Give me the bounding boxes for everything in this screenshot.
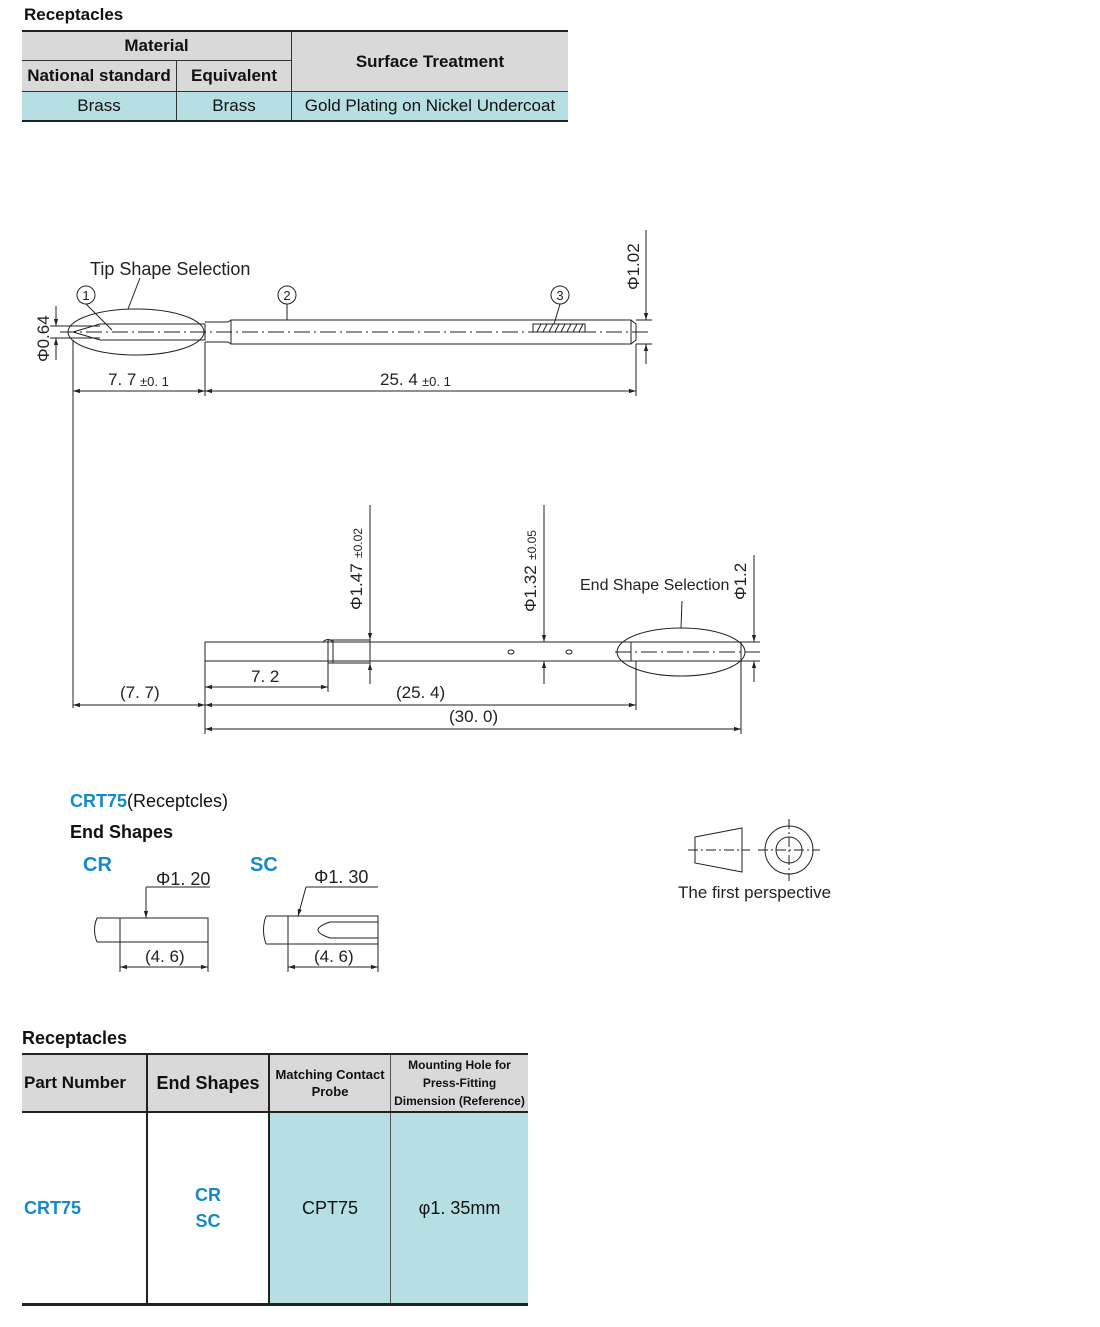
dim-254-ref: (25. 4) [396,683,446,702]
lower-receptacle-body [205,640,741,664]
dim-phi-147-tol: ±0.02 [351,528,365,558]
matching-probe-value: CPT75 [269,1112,391,1305]
surface-treatment-header: Surface Treatment [292,31,569,92]
part-number-value: CRT75 [24,1197,82,1218]
sc-label: SC [250,854,278,876]
equivalent-header: Equivalent [177,61,292,92]
mounting-hole-header-line2: Press-Fitting [422,1076,497,1090]
callout-2: 2 [283,288,291,303]
end-shape-cr: CR [195,1185,221,1205]
receptacles-table [22,1053,528,1306]
sc-dim: Φ1. 30 [314,867,369,887]
mounting-hole-header [391,1054,529,1112]
cr-len: (4. 6) [145,947,185,966]
matching-probe-header-line1: Matching Contact [275,1067,385,1082]
end-shapes-title: End Shapes [70,822,174,842]
mounting-hole-header-line1: Mounting Hole for [408,1058,511,1072]
national-standard-header: National standard [22,61,177,92]
dim-77: 7. 7 [108,370,137,389]
dim-254: 25. 4 [380,370,418,389]
equivalent-value: Brass [177,92,292,122]
dim-phi-147: Φ1.47 [347,563,366,610]
perspective-label: The first perspective [678,883,832,902]
dim-phi-102: Φ1.02 [624,243,643,290]
tip-shape-label: Tip Shape Selection [90,259,251,279]
dim-300-ref: (30. 0) [449,707,499,726]
cr-dim: Φ1. 20 [156,869,211,889]
part-name: CRT75 [70,791,128,811]
dim-phi-064: Φ0.64 [34,315,53,362]
mounting-hole-value: φ1. 35mm [391,1112,529,1305]
end-shapes-header: End Shapes [147,1054,269,1112]
receptacles-table-title: Receptacles [22,1028,128,1048]
dim-72: 7. 2 [251,667,280,686]
dim-254-tol: ±0. 1 [422,374,451,389]
callout-3: 3 [556,288,564,303]
surface-treatment-value: Gold Plating on Nickel Undercoat [292,92,569,122]
dim-phi-12: Φ1.2 [731,562,750,600]
matching-probe-header-line2: Probe [311,1084,349,1099]
material-header: Material [22,31,292,61]
end-shape-label: End Shape Selection [580,577,730,594]
matching-probe-header [269,1054,391,1112]
mounting-hole-header-line3: Dimension (Reference) [394,1094,525,1108]
dim-phi-132: Φ1.32 [521,565,540,612]
dim-77-tol: ±0. 1 [140,374,169,389]
cr-label: CR [83,854,112,876]
material-table-title: Receptacles [24,5,124,24]
end-shapes-value [147,1112,269,1305]
end-shape-sc: SC [195,1211,221,1231]
part-number-header: Part Number [22,1054,147,1112]
part-suffix: (Receptcles) [127,791,229,811]
dim-77-ref: (7. 7) [120,683,160,702]
first-perspective-icon [688,819,820,881]
dim-phi-132-tol: ±0.05 [525,530,539,560]
sc-len: (4. 6) [314,947,354,966]
callout-1: 1 [82,288,90,303]
national-standard-value: Brass [22,92,177,122]
